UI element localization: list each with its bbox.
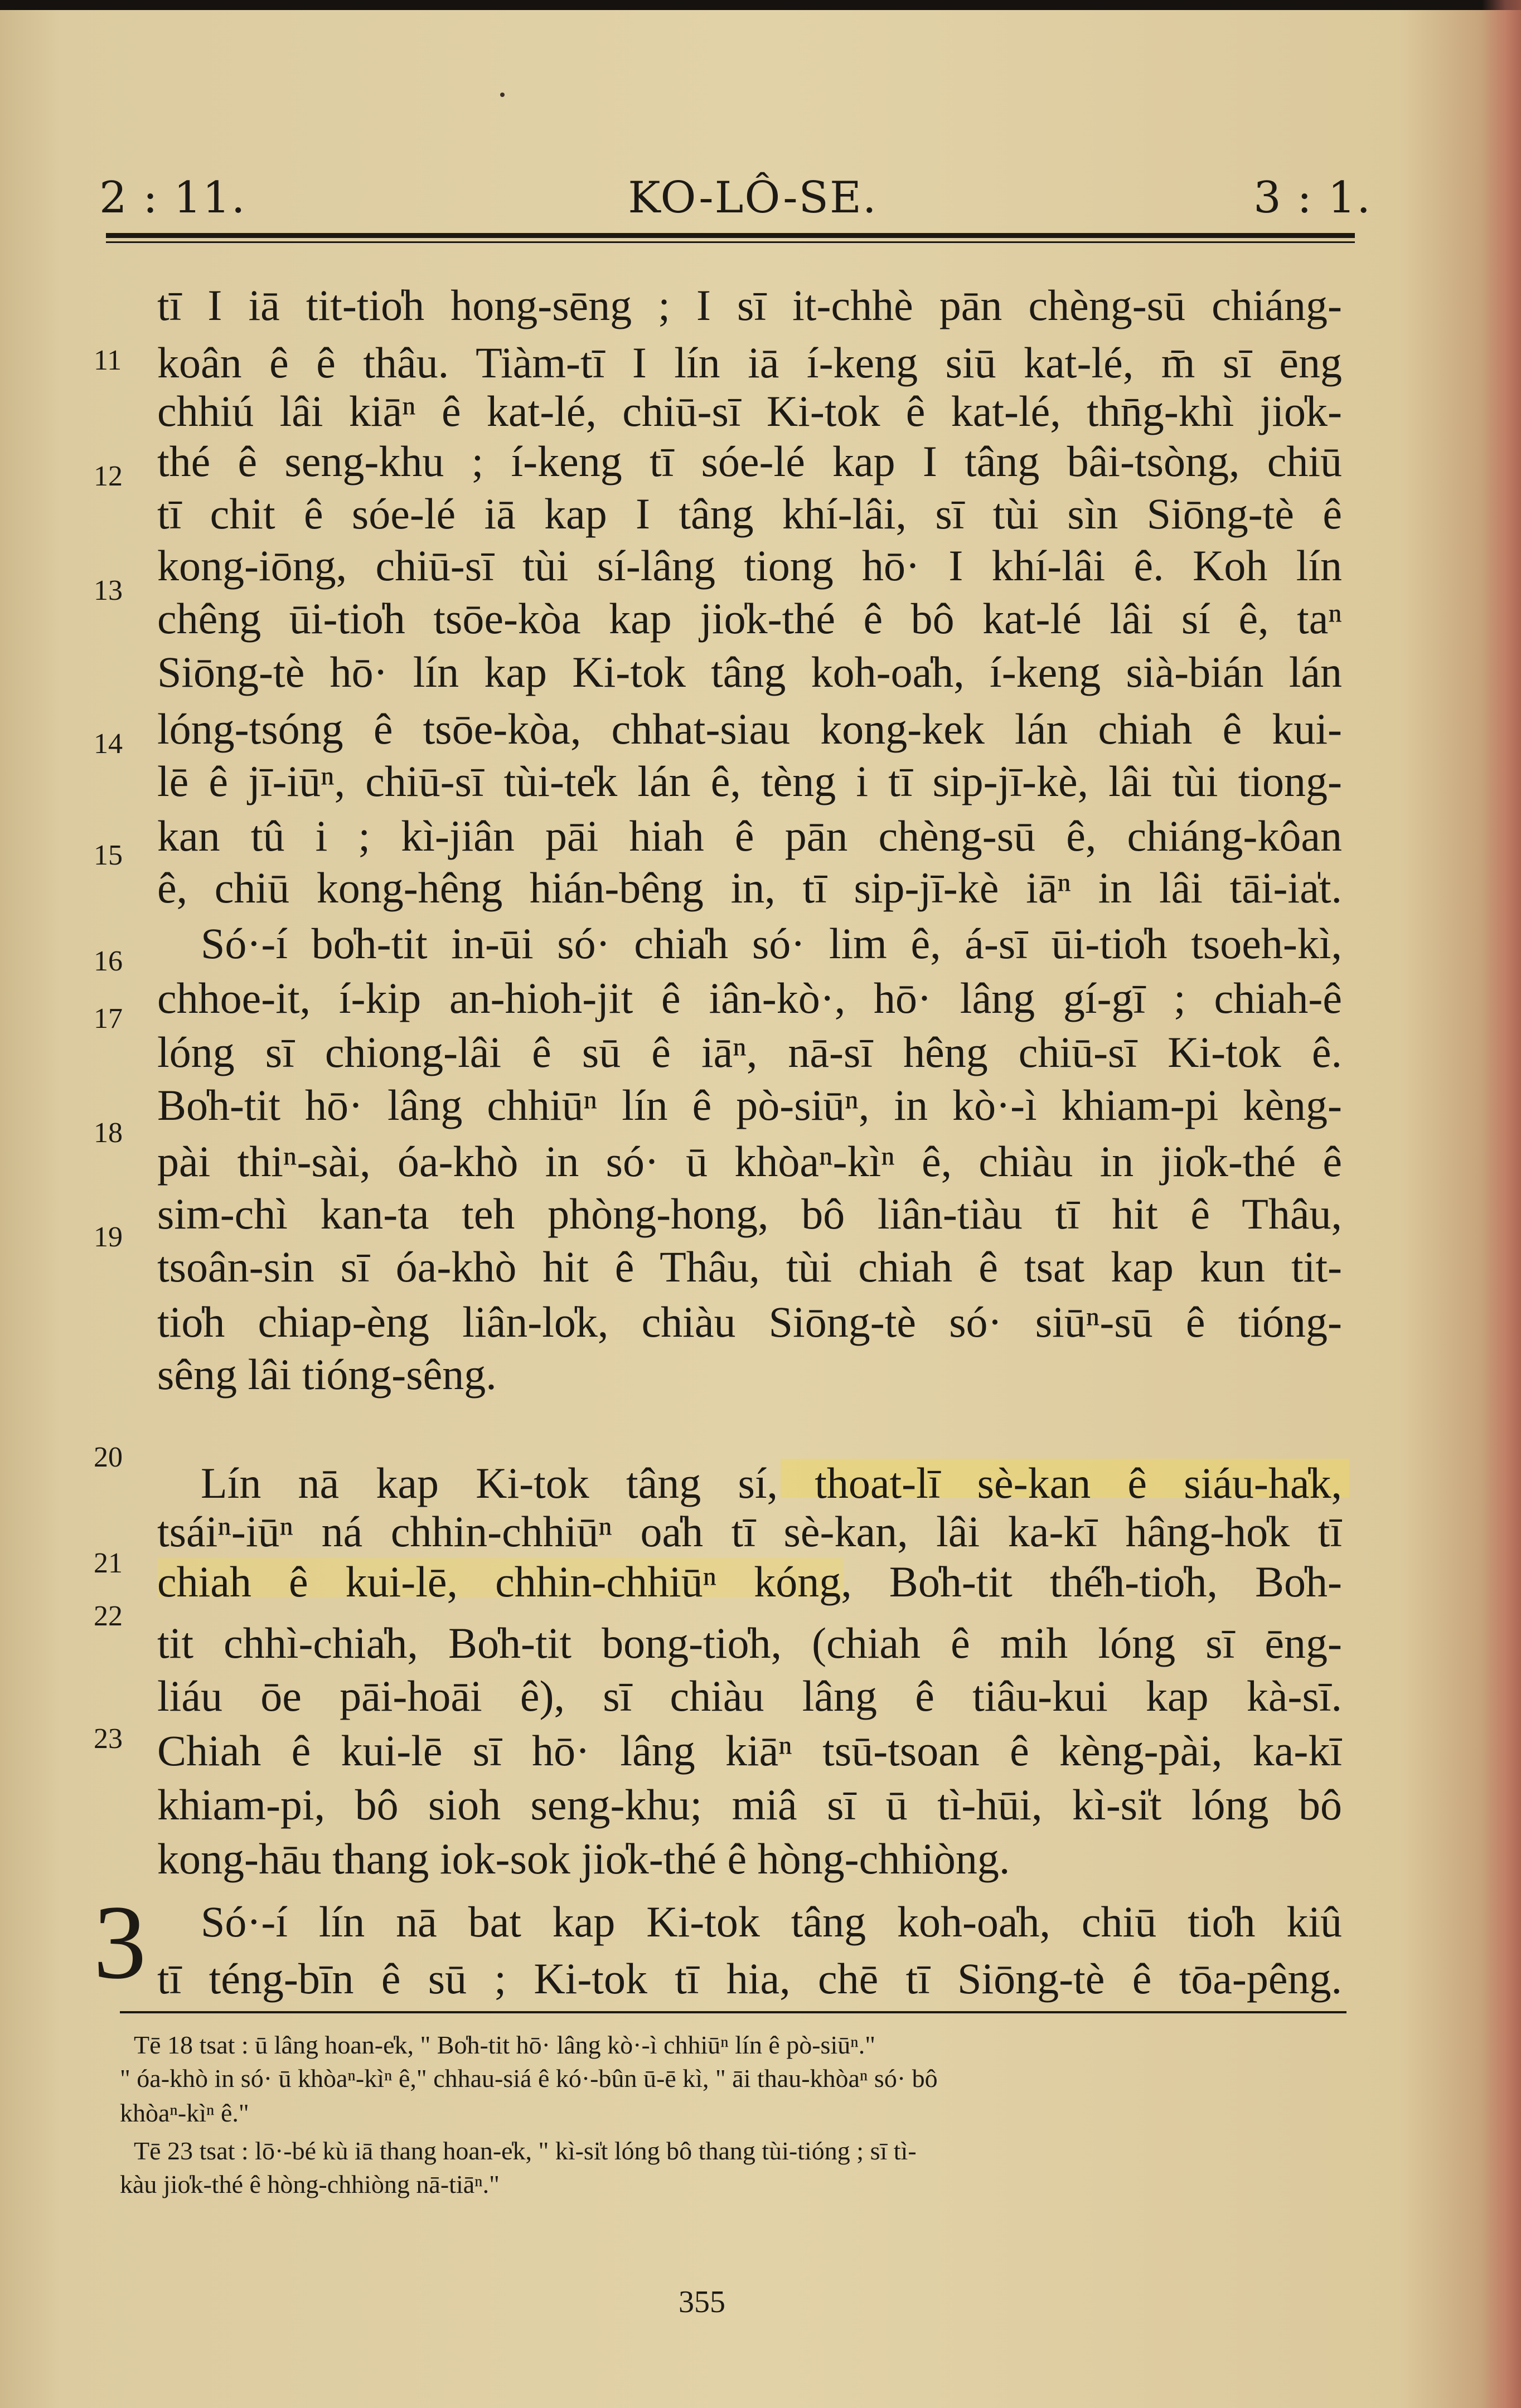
verse-number: 11 <box>94 344 122 376</box>
verse-number: 12 <box>94 460 123 492</box>
text-line: chhoe-it, í-kip an-hioh-jit ê iân-kò·, hō· lâng gí-gī ; chiah-ê <box>157 974 1342 1022</box>
verse-number: 16 <box>94 945 123 977</box>
text-line: kong-hāu thang iok-sok jio̍k-thé ê hòng-chhiòng. <box>157 1834 1010 1883</box>
text-line: koân ê ê thâu. Tiàm-tī I lín iā í-keng siū kat-lé, m̄ sī ēng <box>157 338 1342 387</box>
verse-number: 14 <box>94 728 123 760</box>
text-line: Siōng-tè hō· lín kap Ki-tok tâng koh-oa̍h, í-keng sià-bián lán <box>157 648 1342 696</box>
footnote-rule <box>120 2011 1346 2013</box>
scan-top-edge <box>0 0 1521 10</box>
text-line: Chiah ê kui-lē sī hō· lâng kiāⁿ tsū-tsoan ê kèng-pài, ka-kī <box>157 1726 1342 1775</box>
text-line: Lín nā kap Ki-tok tâng sí, thoat-lī sè-kan ê siáu-ha̍k, <box>201 1459 1342 1507</box>
footnote-line: kàu jio̍k-thé ê hòng-chhiòng nā-tiāⁿ." <box>120 2170 500 2198</box>
text-line: chhiú lâi kiāⁿ ê kat-lé, chiū-sī Ki-tok ê kat-lé, thn̄g-khì jio̍k- <box>157 387 1342 435</box>
footnote-line: khòaⁿ-kìⁿ ê." <box>120 2099 249 2127</box>
verse-number: 17 <box>94 1003 123 1035</box>
text-line: Só·-í lín nā bat kap Ki-tok tâng koh-oa̍h, chiū tio̍h kiû <box>201 1897 1342 1946</box>
verse-number: 20 <box>94 1441 123 1473</box>
text-line: liáu ōe pāi-hoāi ê), sī chiàu lâng ê tiâu-kui kap kà-sī. <box>157 1672 1342 1720</box>
speck <box>500 93 505 97</box>
text-line: sim-chì kan-ta teh phòng-hong, bô liân-tiàu tī hit ê Thâu, <box>157 1190 1342 1238</box>
footnote-line: Tē 18 tsat : ū lâng hoan-e̍k, " Bo̍h-tit hō· lâng kò·-ì chhiūⁿ lín ê pò-siūⁿ." <box>134 2031 876 2059</box>
text-line: chêng ūi-tio̍h tsōe-kòa kap jio̍k-thé ê bô kat-lé lâi sí ê, taⁿ <box>157 594 1342 643</box>
text-line: lē ê jī-iūⁿ, chiū-sī tùi-te̍k lán ê, tèng i tī sip-jī-kè, lâi tùi tiong- <box>157 757 1342 805</box>
text-line: kan tû i ; kì-jiân pāi hiah ê pān chèng-sū ê, chiáng-kôan <box>157 812 1342 860</box>
verse-number: 23 <box>94 1723 123 1755</box>
verse-number: 13 <box>94 575 123 606</box>
text-line: khiam-pi, bô sioh seng-khu; miâ sī ū tì-hūi, kì-si̍t lóng bô <box>157 1780 1342 1829</box>
page-edge-stain <box>1482 0 1521 2408</box>
running-head-right-ref: 3 : 1. <box>1253 173 1372 223</box>
running-head-title: KO-LÔ-SE. <box>628 173 878 223</box>
text-line: tit chhì-chia̍h, Bo̍h-tit bong-tio̍h, (chiah ê mih lóng sī ēng- <box>157 1619 1342 1667</box>
text-line: ê, chiū kong-hêng hián-bêng in, tī sip-jī-kè iāⁿ in lâi tāi-ia̍t. <box>157 863 1342 912</box>
verse-number: 21 <box>94 1547 123 1579</box>
text-line: tī I iā tit-tio̍h hong-sēng ; I sī it-chhè pān chèng-sū chiáng- <box>157 281 1342 329</box>
text-line: tī téng-bīn ê sū ; Ki-tok tī hia, chē tī Siōng-tè ê tōa-pêng. <box>157 1954 1342 2003</box>
header-rule <box>106 233 1355 238</box>
verse-number: 22 <box>94 1600 123 1632</box>
text-line: tsáiⁿ-iūⁿ ná chhin-chhiūⁿ oa̍h tī sè-kan, lâi ka-kī hâng-ho̍k tī <box>157 1507 1342 1556</box>
text-line: kong-iōng, chiū-sī tùi sí-lâng tiong hō· I khí-lâi ê. Koh lín <box>157 541 1342 590</box>
verse-number: 18 <box>94 1117 123 1149</box>
text-line: lóng sī chiong-lâi ê sū ê iāⁿ, nā-sī hêng chiū-sī Ki-tok ê. <box>157 1028 1342 1076</box>
verse-number: 19 <box>94 1221 123 1253</box>
header-rule-thin <box>106 241 1355 243</box>
text-line: thé ê seng-khu ; í-keng tī sóe-lé kap I tâng bâi-tsòng, chiū <box>157 437 1342 486</box>
text-line: chiah ê kui-lē, chhin-chhiūⁿ kóng, Bo̍h-tit thé̍h-tio̍h, Bo̍h- <box>157 1557 1342 1606</box>
verse-number: 15 <box>94 839 123 871</box>
running-head-left-ref: 2 : 11. <box>99 173 246 223</box>
text-line: tī chit ê sóe-lé iā kap I tâng khí-lâi, sī tùi sìn Siōng-tè ê <box>157 489 1342 538</box>
text-line: Só·-í bo̍h-tit in-ūi só· chia̍h só· lim ê, á-sī ūi-tio̍h tsoeh-kì, <box>201 919 1342 968</box>
footnote-line: " óa-khò in só· ū khòaⁿ-kìⁿ ê," chhau-siá ê kó·-bûn ū-ē kì, " āi thau-khòaⁿ só· bô <box>120 2064 938 2093</box>
text-line: Bo̍h-tit hō· lâng chhiūⁿ lín ê pò-siūⁿ, in kò·-ì khiam-pi kèng- <box>157 1081 1342 1129</box>
text-line: tio̍h chiap-èng liân-lo̍k, chiàu Siōng-tè só· siūⁿ-sū ê tióng- <box>157 1298 1342 1346</box>
page-number: 355 <box>679 2285 725 2319</box>
footnote-line: Tē 23 tsat : lō·-bé kù iā thang hoan-e̍k, " kì-si̍t lóng bô thang tùi-tióng ; sī tì- <box>134 2137 917 2165</box>
text-line: lóng-tsóng ê tsōe-kòa, chhat-siau kong-kek lán chiah ê kui- <box>157 705 1342 753</box>
text-line: pài thiⁿ-sài, óa-khò in só· ū khòaⁿ-kìⁿ ê, chiàu in jio̍k-thé ê <box>157 1137 1342 1186</box>
text-line: tsoân-sin sī óa-khò hit ê Thâu, tùi chiah ê tsat kap kun tit- <box>157 1242 1342 1291</box>
text-line: sêng lâi tióng-sêng. <box>157 1350 497 1399</box>
chapter-number: 3 <box>93 1884 147 2001</box>
